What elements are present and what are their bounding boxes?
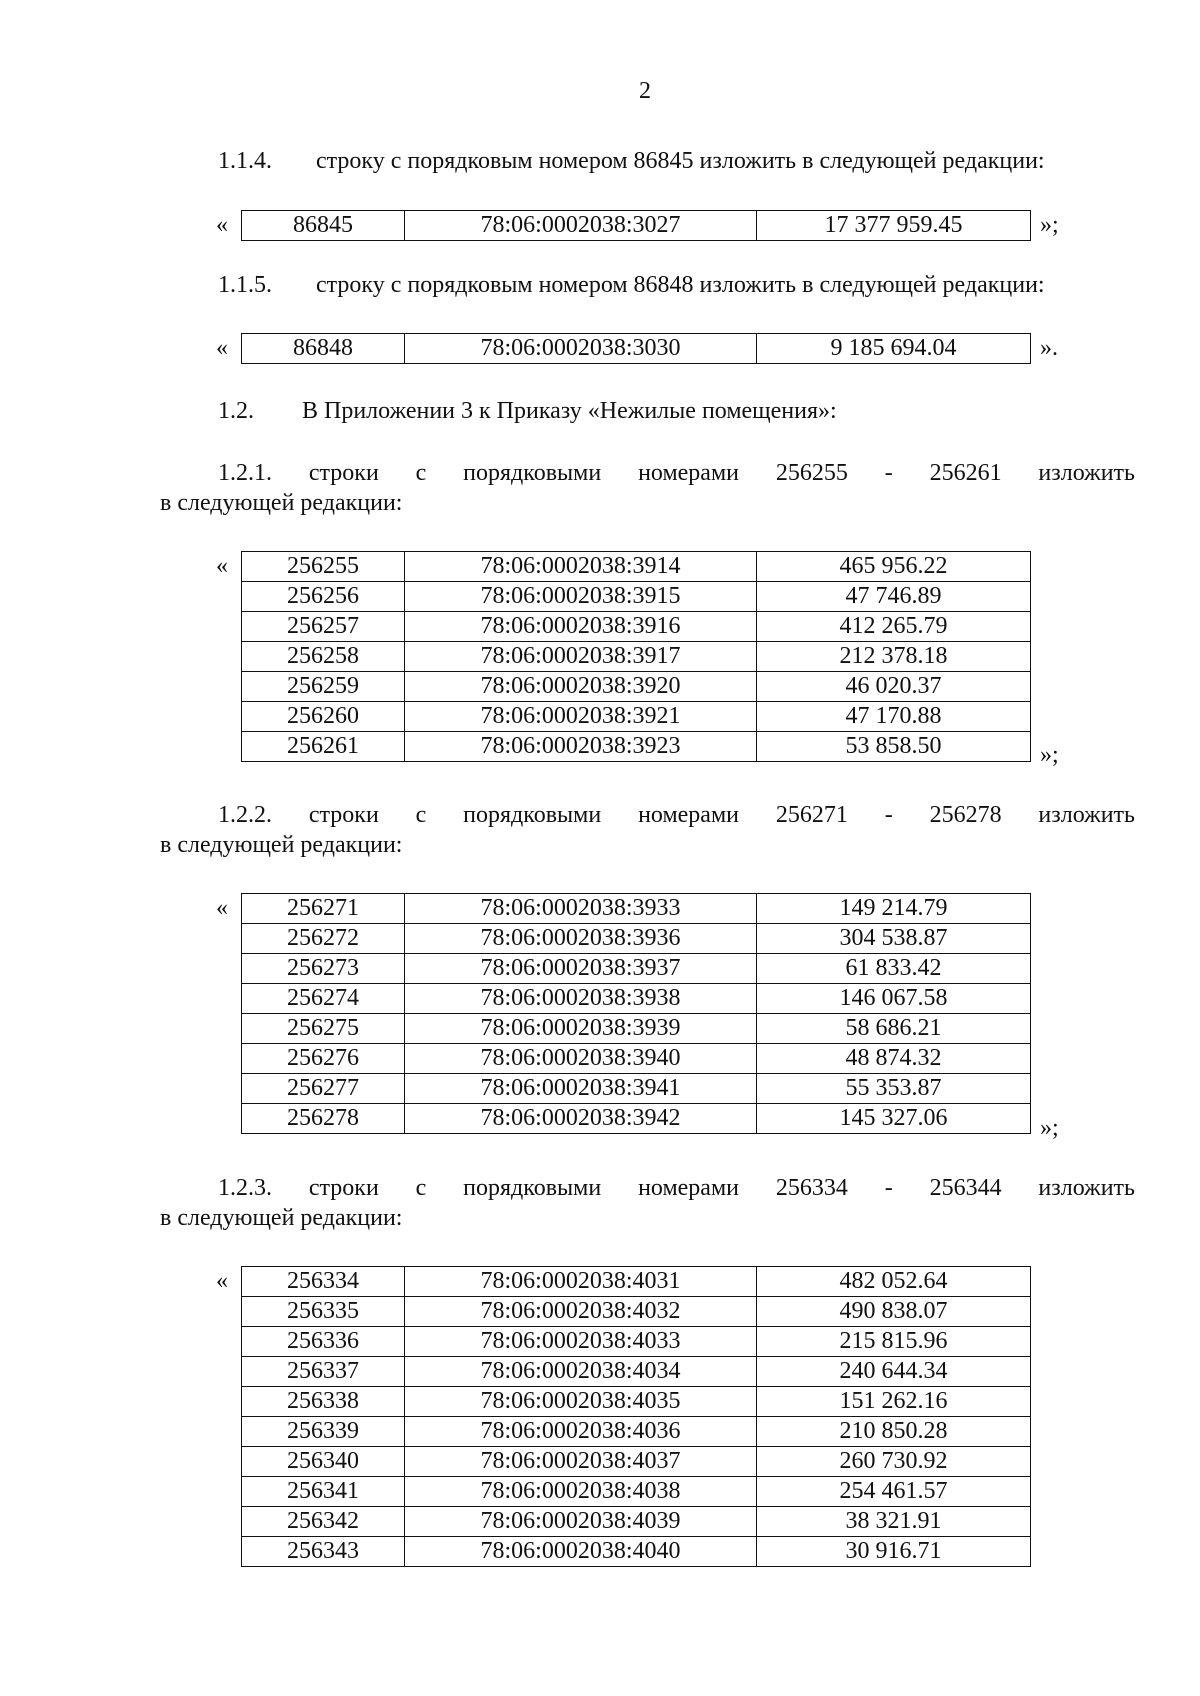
- table-row: [242, 702, 1031, 732]
- cadastral-number-cell: 78:06:0002038:4032: [405, 1297, 757, 1327]
- cadastral-number-cell: 78:06:0002038:3920: [405, 672, 757, 702]
- cadastral-number-cell: 78:06:0002038:3938: [405, 984, 757, 1014]
- table-row-86845: [241, 210, 1031, 241]
- value-cell: 46 020.37: [757, 672, 1031, 702]
- paragraph-number: 1.1.4.: [218, 148, 272, 174]
- paragraph-first-line: [160, 1173, 1135, 1203]
- value-cell: 30 916.71: [757, 1537, 1031, 1567]
- table-row: [242, 1327, 1031, 1357]
- table-row: [242, 612, 1031, 642]
- row-number-cell: 256340: [242, 1447, 405, 1477]
- paragraph-word: изложить: [1038, 1175, 1135, 1201]
- closing-quote: »;: [1040, 1115, 1059, 1141]
- table-256334-256344: [241, 1266, 1031, 1567]
- cadastral-number-cell: 78:06:0002038:3915: [405, 582, 757, 612]
- table-row: [242, 1477, 1031, 1507]
- paragraph-number: 1.2.1.: [218, 460, 272, 486]
- table-row: [242, 334, 1031, 364]
- row-number-cell: 256257: [242, 612, 405, 642]
- row-number-cell: 256255: [242, 552, 405, 582]
- row-number-cell: 256277: [242, 1074, 405, 1104]
- row-number-cell: 256338: [242, 1387, 405, 1417]
- cadastral-number-cell: 78:06:0002038:3942: [405, 1104, 757, 1134]
- table-row: [242, 1357, 1031, 1387]
- paragraph-1-2-3: [160, 1173, 1135, 1233]
- value-cell: 151 262.16: [757, 1387, 1031, 1417]
- table-row: [242, 1104, 1031, 1134]
- row-number-cell: 256276: [242, 1044, 405, 1074]
- table-row: [242, 984, 1031, 1014]
- table-row: [242, 954, 1031, 984]
- paragraph-word: 256344: [929, 1175, 1002, 1201]
- row-number-cell: 256335: [242, 1297, 405, 1327]
- cadastral-number-cell: 78:06:0002038:4035: [405, 1387, 757, 1417]
- page-number: 2: [639, 78, 651, 104]
- value-cell: 482 052.64: [757, 1267, 1031, 1297]
- row-number-cell: 256259: [242, 672, 405, 702]
- cadastral-number-cell: 78:06:0002038:4040: [405, 1537, 757, 1567]
- paragraph-text: строку с порядковым номером 86845 изложить в следующей редакции:: [316, 148, 1045, 174]
- paragraph-text: строку с порядковым номером 86848 изложить в следующей редакции:: [316, 272, 1045, 298]
- opening-quote: «: [216, 895, 228, 921]
- cadastral-number-cell: 78:06:0002038:3923: [405, 732, 757, 762]
- paragraph-word: порядковыми: [463, 1175, 602, 1201]
- paragraph-number: 1.2.: [218, 398, 254, 424]
- cadastral-number-cell: 78:06:0002038:4036: [405, 1417, 757, 1447]
- row-number-cell: 256274: [242, 984, 405, 1014]
- opening-quote: «: [216, 335, 228, 361]
- value-cell: 465 956.22: [757, 552, 1031, 582]
- value-cell: 48 874.32: [757, 1044, 1031, 1074]
- opening-quote: «: [216, 1268, 228, 1294]
- paragraph-first-line: [160, 458, 1135, 488]
- row-number-cell: 256272: [242, 924, 405, 954]
- paragraph-number: 1.1.5.: [218, 272, 272, 298]
- table-row: [242, 672, 1031, 702]
- table-row: [242, 1417, 1031, 1447]
- paragraph-word: с: [415, 1175, 427, 1201]
- row-number-cell: 256334: [242, 1267, 405, 1297]
- paragraph-word: номерами: [638, 460, 739, 486]
- cadastral-number-cell: 78:06:0002038:4033: [405, 1327, 757, 1357]
- table-row: [242, 211, 1031, 241]
- paragraph-1-2-1: [160, 458, 1135, 518]
- paragraph-text: В Приложении 3 к Приказу «Нежилые помещения»:: [302, 398, 837, 424]
- cadastral-number-cell: 78:06:0002038:4037: [405, 1447, 757, 1477]
- cadastral-number-cell: 78:06:0002038:4031: [405, 1267, 757, 1297]
- value-cell: 210 850.28: [757, 1417, 1031, 1447]
- paragraph-first-line: [160, 800, 1135, 830]
- paragraph-word: изложить: [1038, 802, 1135, 828]
- table-row: [242, 732, 1031, 762]
- paragraph-word: строки: [308, 802, 379, 828]
- table-row: [242, 552, 1031, 582]
- table-row: [242, 1014, 1031, 1044]
- paragraph-word: -: [884, 460, 893, 486]
- paragraph-1-2: [218, 396, 837, 426]
- row-number-cell: 256256: [242, 582, 405, 612]
- table-row: [242, 1447, 1031, 1477]
- cadastral-number-cell: 78:06:0002038:4034: [405, 1357, 757, 1387]
- paragraph-word: 256261: [929, 460, 1002, 486]
- table-row: [242, 1507, 1031, 1537]
- paragraph-word: номерами: [638, 1175, 739, 1201]
- table-row: [242, 582, 1031, 612]
- value-cell: 240 644.34: [757, 1357, 1031, 1387]
- value-cell: 254 461.57: [757, 1477, 1031, 1507]
- table-row: [242, 924, 1031, 954]
- value-cell: 55 353.87: [757, 1074, 1031, 1104]
- value-cell: 212 378.18: [757, 642, 1031, 672]
- paragraph-second-line: в следующей редакции:: [160, 832, 403, 858]
- row-number-cell: 256341: [242, 1477, 405, 1507]
- value-cell: 9 185 694.04: [757, 334, 1031, 364]
- row-number-cell: 256337: [242, 1357, 405, 1387]
- value-cell: 304 538.87: [757, 924, 1031, 954]
- cadastral-number-cell: 78:06:0002038:4038: [405, 1477, 757, 1507]
- row-number-cell: 86845: [242, 211, 405, 241]
- cadastral-number-cell: 78:06:0002038:3941: [405, 1074, 757, 1104]
- cadastral-number-cell: 78:06:0002038:3921: [405, 702, 757, 732]
- value-cell: 149 214.79: [757, 894, 1031, 924]
- opening-quote: «: [216, 553, 228, 579]
- value-cell: 61 833.42: [757, 954, 1031, 984]
- paragraph-word: порядковыми: [463, 460, 602, 486]
- cadastral-number-cell: 78:06:0002038:3939: [405, 1014, 757, 1044]
- row-number-cell: 256339: [242, 1417, 405, 1447]
- value-cell: 490 838.07: [757, 1297, 1031, 1327]
- paragraph-second-line: в следующей редакции:: [160, 1205, 403, 1231]
- paragraph-number: 1.2.2.: [218, 802, 272, 828]
- value-cell: 260 730.92: [757, 1447, 1031, 1477]
- paragraph-word: строки: [308, 460, 379, 486]
- paragraph-1-1-5: [218, 270, 1045, 300]
- closing-quote: »;: [1040, 742, 1059, 768]
- table-row: [242, 894, 1031, 924]
- row-number-cell: 256273: [242, 954, 405, 984]
- table-row: [242, 1297, 1031, 1327]
- row-number-cell: 256278: [242, 1104, 405, 1134]
- cadastral-number-cell: 78:06:0002038:3030: [405, 334, 757, 364]
- cadastral-number-cell: 78:06:0002038:3027: [405, 211, 757, 241]
- table-256255-256261: [241, 551, 1031, 762]
- value-cell: 17 377 959.45: [757, 211, 1031, 241]
- paragraph-word: -: [884, 1175, 893, 1201]
- table-256271-256278: [241, 893, 1031, 1134]
- cadastral-number-cell: 78:06:0002038:3936: [405, 924, 757, 954]
- row-number-cell: 256275: [242, 1014, 405, 1044]
- table-row: [242, 1267, 1031, 1297]
- paragraph-word: с: [415, 460, 427, 486]
- value-cell: 145 327.06: [757, 1104, 1031, 1134]
- cadastral-number-cell: 78:06:0002038:3914: [405, 552, 757, 582]
- paragraph-word: 256334: [775, 1175, 848, 1201]
- value-cell: 53 858.50: [757, 732, 1031, 762]
- value-cell: 412 265.79: [757, 612, 1031, 642]
- table-row: [242, 1537, 1031, 1567]
- cadastral-number-cell: 78:06:0002038:3917: [405, 642, 757, 672]
- row-number-cell: 256261: [242, 732, 405, 762]
- paragraph-second-line: в следующей редакции:: [160, 490, 403, 516]
- paragraph-word: изложить: [1038, 460, 1135, 486]
- paragraph-number: 1.2.3.: [218, 1175, 272, 1201]
- row-number-cell: 256258: [242, 642, 405, 672]
- value-cell: 47 746.89: [757, 582, 1031, 612]
- row-number-cell: 256271: [242, 894, 405, 924]
- paragraph-word: с: [415, 802, 427, 828]
- row-number-cell: 256343: [242, 1537, 405, 1567]
- paragraph-1-1-4: [218, 146, 1045, 176]
- value-cell: 38 321.91: [757, 1507, 1031, 1537]
- paragraph-1-2-2: [160, 800, 1135, 860]
- closing-quote: »;: [1040, 212, 1059, 238]
- cadastral-number-cell: 78:06:0002038:3937: [405, 954, 757, 984]
- cadastral-number-cell: 78:06:0002038:3940: [405, 1044, 757, 1074]
- cadastral-number-cell: 78:06:0002038:3916: [405, 612, 757, 642]
- paragraph-word: -: [884, 802, 893, 828]
- value-cell: 47 170.88: [757, 702, 1031, 732]
- paragraph-word: номерами: [638, 802, 739, 828]
- table-row: [242, 1074, 1031, 1104]
- paragraph-word: 256255: [775, 460, 848, 486]
- table-row: [242, 1044, 1031, 1074]
- row-number-cell: 86848: [242, 334, 405, 364]
- table-row: [242, 1387, 1031, 1417]
- table-row: [242, 642, 1031, 672]
- row-number-cell: 256336: [242, 1327, 405, 1357]
- paragraph-word: строки: [308, 1175, 379, 1201]
- value-cell: 58 686.21: [757, 1014, 1031, 1044]
- cadastral-number-cell: 78:06:0002038:4039: [405, 1507, 757, 1537]
- paragraph-word: порядковыми: [463, 802, 602, 828]
- opening-quote: «: [216, 212, 228, 238]
- cadastral-number-cell: 78:06:0002038:3933: [405, 894, 757, 924]
- value-cell: 215 815.96: [757, 1327, 1031, 1357]
- paragraph-word: 256271: [775, 802, 848, 828]
- row-number-cell: 256260: [242, 702, 405, 732]
- value-cell: 146 067.58: [757, 984, 1031, 1014]
- table-row-86848: [241, 333, 1031, 364]
- closing-quote: ».: [1040, 335, 1058, 361]
- paragraph-word: 256278: [929, 802, 1002, 828]
- row-number-cell: 256342: [242, 1507, 405, 1537]
